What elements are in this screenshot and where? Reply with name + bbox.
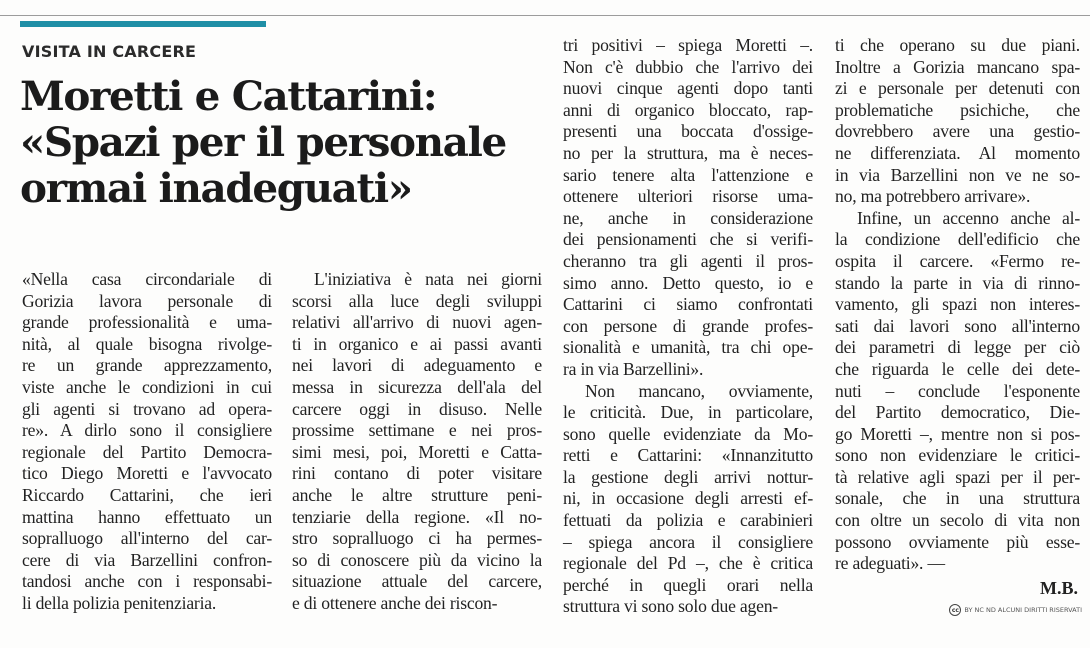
text-line: problematiche psichiche, che bbox=[835, 99, 1080, 120]
headline-line: «Spazi per il personale bbox=[20, 118, 506, 166]
text-line: Gorizia lavora personale di bbox=[22, 290, 272, 311]
text-line: e di ottenere anche dei riscon- bbox=[292, 592, 498, 613]
text-line: presenti una boccata d'ossige- bbox=[563, 121, 813, 142]
text-line: no, ma potrebbero arrivare». bbox=[835, 186, 1031, 207]
text-line: regionale del Pd –, che è critica bbox=[563, 553, 813, 574]
text-line: re adeguati». — bbox=[835, 553, 945, 574]
text-line: ra in via Barzellini». bbox=[563, 358, 704, 379]
headline-line: ormai inadeguati» bbox=[20, 164, 412, 212]
text-line: sono quelle evidenziate da Mo- bbox=[563, 423, 813, 444]
text-line: con oltre un secolo di vita non bbox=[835, 510, 1080, 531]
article-headline bbox=[20, 73, 540, 211]
text-line: tico Diego Moretti e l'avvocato bbox=[22, 463, 272, 484]
text-column-1 bbox=[22, 269, 272, 615]
text-line: grande professionalità e uma- bbox=[22, 312, 272, 333]
text-line: Non mancano, ovviamente, bbox=[585, 380, 813, 401]
text-line: ospita il carcere. «Fermo re- bbox=[835, 250, 1080, 271]
text-line: no per la struttura, ma è neces- bbox=[563, 142, 813, 163]
text-line: anche le altre strutture peni- bbox=[292, 484, 542, 505]
text-line: situazione attuale del carcere, bbox=[292, 571, 542, 592]
text-line: messa in sicurezza dell'ala del bbox=[292, 376, 542, 397]
text-line: sionalità e umanità, tra chi ope- bbox=[563, 337, 813, 358]
text-line: L'iniziativa è nata nei giorni bbox=[314, 269, 542, 289]
text-line: simi mesi, poi, Moretti e Catta- bbox=[292, 441, 542, 462]
text-line: sopralluogo all'interno del car- bbox=[22, 528, 272, 549]
text-line: sati dai lavori sono all'interno bbox=[835, 315, 1080, 336]
text-line: ne differenziata. Al momento bbox=[835, 142, 1080, 163]
top-rule bbox=[0, 15, 1090, 16]
text-line: re un grande apprezzamento, bbox=[22, 355, 272, 376]
text-line: regionale del Partito Democra- bbox=[22, 441, 272, 462]
text-line: Riccardo Cattarini, che ieri bbox=[22, 484, 272, 505]
text-line: tri positivi – spiega Moretti –. bbox=[563, 35, 813, 55]
text-line: che riguarda le celle dei dete- bbox=[835, 358, 1080, 379]
text-line: dovrebbero avere una gestio- bbox=[835, 121, 1080, 142]
text-line: relativi all'arrivo di nuovi agen- bbox=[292, 312, 542, 333]
text-line: viste anche le condizioni in cui bbox=[22, 376, 272, 397]
text-line: con persone di grande profes- bbox=[563, 315, 813, 336]
text-line: zi e personale per detenuti con bbox=[835, 78, 1080, 99]
text-line: Non c'è dubbio che l'arrivo dei bbox=[563, 56, 813, 77]
text-line: struttura vi sono solo due agen- bbox=[563, 596, 778, 617]
text-line: gli agenti si trovano ad opera- bbox=[22, 398, 272, 419]
text-line: perché in quegli orari nella bbox=[563, 574, 813, 595]
text-line: cere di via Barzellini confron- bbox=[22, 549, 272, 570]
text-line: nei lavori di adeguamento e bbox=[292, 355, 542, 376]
text-line: stando la parte in via di rinno- bbox=[835, 272, 1080, 293]
text-line: ottenere ulteriori risorse uma- bbox=[563, 186, 813, 207]
text-column-2 bbox=[292, 269, 542, 615]
text-line: dei pensionamenti che si verifi- bbox=[563, 229, 813, 250]
text-line: stro sopralluogo ci ha permes- bbox=[292, 528, 542, 549]
text-line: nuti – conclude l'esponente bbox=[835, 380, 1080, 401]
text-line: in via Barzellini non ve ne so- bbox=[835, 164, 1080, 185]
text-line: rini contano di poter visitare bbox=[292, 463, 542, 484]
text-line: sono non evidenziare le critici- bbox=[835, 445, 1080, 466]
text-line: tandosi anche con i responsabi- bbox=[22, 571, 272, 592]
text-line: vamento, gli spazi non interes- bbox=[835, 294, 1080, 315]
author-signature: M.B. bbox=[1040, 578, 1078, 598]
license-text: BY NC ND ALCUNI DIRITTI RISERVATI bbox=[964, 606, 1082, 614]
text-line: Cattarini ci siamo confrontati bbox=[563, 294, 813, 315]
text-line: carcere oggi in disuso. Nelle bbox=[292, 398, 542, 419]
text-line: scorsi alla luce degli sviluppi bbox=[292, 290, 542, 311]
text-line: Infine, un accenno anche al- bbox=[857, 207, 1080, 228]
headline-line: Moretti e Cattarini: bbox=[20, 72, 437, 120]
text-line: tenziarie della regione. «Il no- bbox=[292, 506, 542, 527]
text-line: mattina hanno effettuato un bbox=[22, 506, 272, 527]
text-line: nità, al quale bisogna rivolge- bbox=[22, 333, 272, 354]
text-line: nuovi cinque agenti dopo tanti bbox=[563, 78, 813, 99]
text-line: prossime settimane e nei pros- bbox=[292, 420, 542, 441]
text-line: possono ovviamente più esse- bbox=[835, 531, 1080, 552]
text-line: – spiega ancora il consigliere bbox=[563, 531, 813, 552]
text-line: cheranno tra gli agenti il pros- bbox=[563, 250, 813, 271]
text-line: retti e Cattarini: «Innanzitutto bbox=[563, 445, 813, 466]
text-line: ni, in occasione degli arresti ef- bbox=[563, 488, 813, 509]
text-line: Inoltre a Gorizia mancano spa- bbox=[835, 56, 1080, 77]
article-kicker: VISITA IN CARCERE bbox=[22, 42, 197, 61]
text-line: sario tenere alta l'attenzione e bbox=[563, 164, 813, 185]
text-line: ne, anche in considerazione bbox=[563, 207, 813, 228]
license-notice bbox=[949, 604, 1082, 616]
section-accent-bar bbox=[20, 21, 266, 27]
text-line: re». A dirlo sono il consigliere bbox=[22, 420, 272, 441]
text-line: so di conoscere più da vicino la bbox=[292, 549, 542, 570]
text-line: ti in organico e ai passi avanti bbox=[292, 333, 542, 354]
text-line: go Moretti –, mentre non si pos- bbox=[835, 423, 1080, 444]
text-line: dei parametri di legge per ciò bbox=[835, 337, 1080, 358]
text-line: la condizione dell'edificio che bbox=[835, 229, 1080, 250]
creative-commons-icon: cc bbox=[949, 604, 961, 616]
text-line: «Nella casa circondariale di bbox=[22, 269, 272, 289]
text-line: anni di organico bloccato, rap- bbox=[563, 99, 813, 120]
text-line: sonale, che in una struttura bbox=[835, 488, 1080, 509]
text-line: li della polizia penitenziaria. bbox=[22, 592, 217, 613]
text-line: le criticità. Due, in particolare, bbox=[563, 402, 813, 423]
text-line: ti che operano su due piani. bbox=[835, 35, 1080, 55]
text-line: fettuati da polizia e carabinieri bbox=[563, 510, 813, 531]
text-line: simo anno. Detto questo, io e bbox=[563, 272, 813, 293]
text-column-3 bbox=[563, 35, 813, 618]
text-line: tà relative agli spazi per il per- bbox=[835, 466, 1080, 487]
text-line: del Partito democratico, Die- bbox=[835, 402, 1080, 423]
text-line: la gestione degli arrivi nottur- bbox=[563, 466, 813, 487]
text-column-4 bbox=[835, 35, 1080, 575]
